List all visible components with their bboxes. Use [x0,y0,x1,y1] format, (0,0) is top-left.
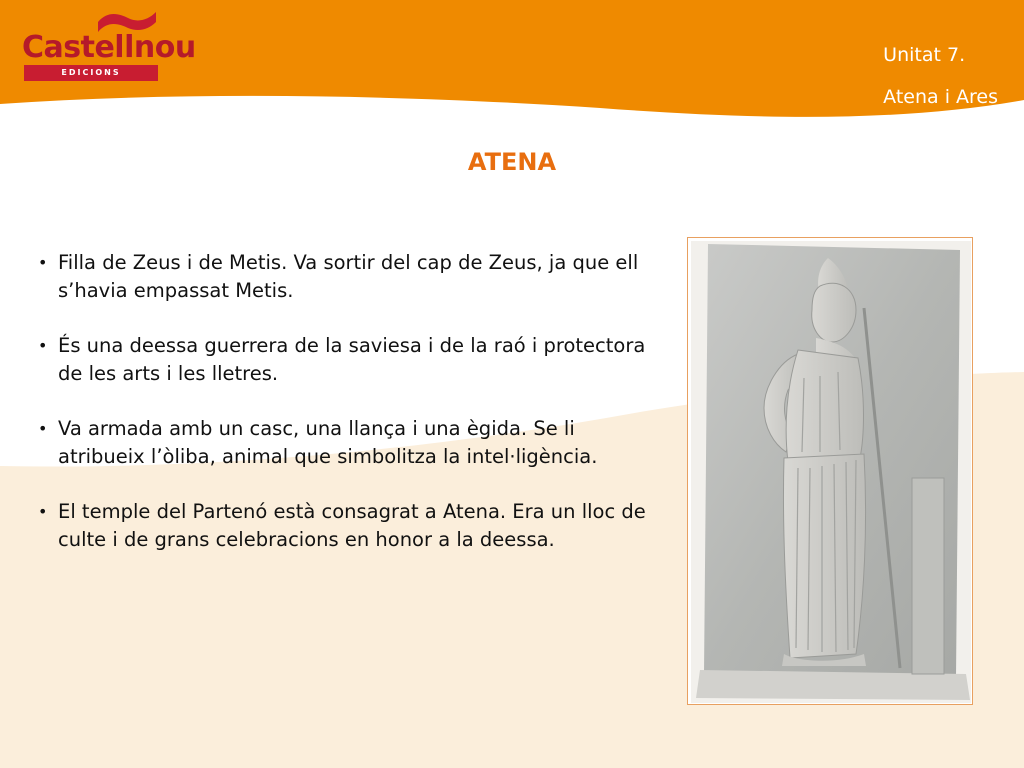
logo-wordmark: Castellnou [22,30,196,65]
bullet-item [36,249,646,304]
logo-subtitle: EDICIONS [24,65,158,81]
unit-header [883,34,998,118]
bullet-icon: • [38,502,48,521]
bullet-icon: • [38,419,48,438]
athena-relief-icon [688,238,974,706]
athena-relief-image [687,237,973,705]
publisher-logo [22,8,196,80]
bullet-icon: • [38,253,48,272]
unit-subtitle: Atena i Ares [883,86,998,108]
bullet-item [36,332,646,387]
bullet-icon: • [38,336,48,355]
page-title: ATENA [467,148,557,176]
bullet-text: Filla de Zeus i de Metis. Va sortir del cap de Zeus, ja que ell s’havia empassat Metis. [58,251,639,302]
bullet-item [36,415,646,470]
bullet-text: El temple del Partenó està consagrat a Atena. Era un lloc de culte i de grans celebracions en honor a la deessa. [58,500,646,551]
bullet-list [36,249,646,581]
unit-number: Unitat 7. [883,44,966,66]
bullet-text: Va armada amb un casc, una llança i una ègida. Se li atribueix l’òliba, animal que simbolitza la intel·ligència. [58,417,598,468]
bullet-text: És una deessa guerrera de la saviesa i de la raó i protectora de les arts i les lletres. [58,334,646,385]
bullet-item [36,498,646,553]
